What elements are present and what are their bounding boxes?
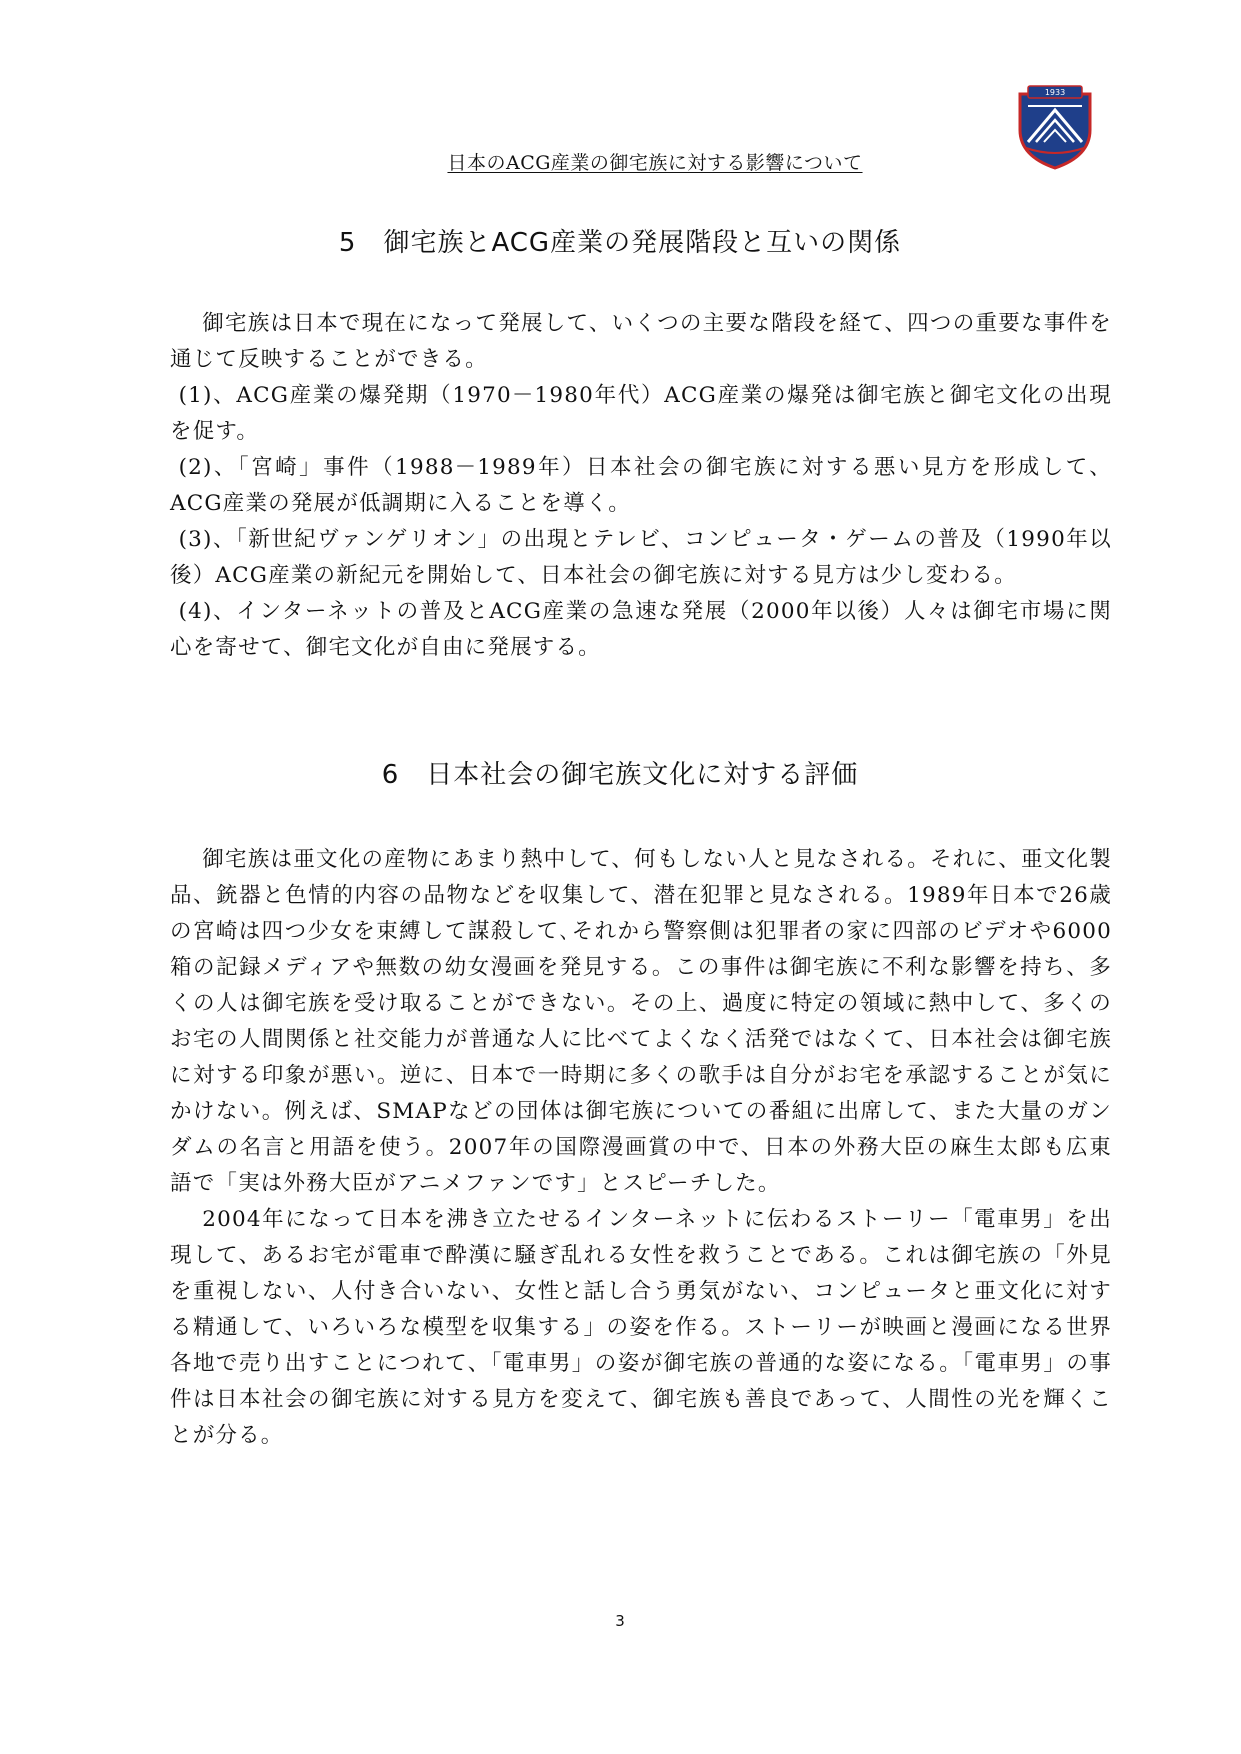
section-6-title: 6 日本社会の御宅族文化に対する評価 xyxy=(381,760,859,790)
section-5-item-1: (1)、ACG産業の爆発期（1970－1980年代）ACG産業の爆発は御宅族と御宅文化の出現を促す。 xyxy=(170,383,1112,444)
section-6-paragraph-1: 御宅族は亜文化の産物にあまり熱中して、何もしない人と見なされる。それに、亜文化製品、銃器と色情的内容の品物などを収集して、潜在犯罪と見なされる。1989年日本で26歳の宮崎は四つ少女を束縛して謀殺して､それから警察側は犯罪者の家に四部のビデオや6000箱の記録メディアや無数の幼女漫画を発見する。この事件は御宅族に不利な影響を持ち、多くの人は御宅族を受け取ることができない。その上、過度に特定の領域に熱中して、多くのお宅の人間関係と社交能力が普通な人に比べてよくなく活発ではなくて、日本社会は御宅族に対する印象が悪い。逆に、日本で一時期に多くの歌手は自分がお宅を承認することが気にかけない。例えば、SMAPなどの団体は御宅族についての番組に出席して、また大量のガンダムの名言と用語を使う。2007年の国際漫画賞の中で、日本の外務大臣の麻生太郎も広東語で「実は外務大臣がアニメファンです」とスピーチした。 xyxy=(170,847,1112,1196)
section-5-item-2: (2)、「宮崎」事件（1988－1989年）日本社会の御宅族に対する悪い見方を形成して、ACG産業の発展が低調期に入ることを導く。 xyxy=(170,455,1112,516)
university-seal-logo xyxy=(1014,84,1096,170)
page-number: 3 xyxy=(615,1612,625,1630)
svg-text:1933: 1933 xyxy=(1044,88,1066,97)
section-6-paragraph-2: 2004年になって日本を沸き立たせるインターネットに伝わるストーリー「電車男」を出現して、あるお宅が電車で酔漢に騒ぎ乱れる女性を救うことである。これは御宅族の「外見を重視しない、人付き合いない、女性と話し合う勇気がない、コンピュータと亜文化に対する精通して、いろいろな模型を収集する」の姿を作る。ストーリーが映画と漫画になる世界各地で売り出すことにつれて、「電車男」の姿が御宅族の普通的な姿になる。「電車男」の事件は日本社会の御宅族に対する見方を変えて、御宅族も善良であって、人間性の光を輝くことが分る。 xyxy=(170,1207,1112,1448)
section-5-intro: 御宅族は日本で現在になって発展して、いくつの主要な階段を経て、四つの重要な事件を通じて反映することができる。 xyxy=(170,311,1112,372)
section-5-item-4: (4)、インターネットの普及とACG産業の急速な発展（2000年以後）人々は御宅市場に関心を寄せて、御宅文化が自由に発展する。 xyxy=(170,599,1112,660)
section-5-body xyxy=(170,306,1112,666)
section-5-title: 5 御宅族とACG産業の発展階段と互いの関係 xyxy=(338,228,902,258)
running-header: 日本のACG産業の御宅族に対する影響について xyxy=(447,152,863,174)
section-6-body xyxy=(170,842,1112,1454)
section-5-item-3: (3)、「新世紀ヴァンゲリオン」の出現とテレビ、コンピュータ・ゲームの普及（1990年以後）ACG産業の新紀元を開始して、日本社会の御宅族に対する見方は少し変わる。 xyxy=(170,527,1112,588)
